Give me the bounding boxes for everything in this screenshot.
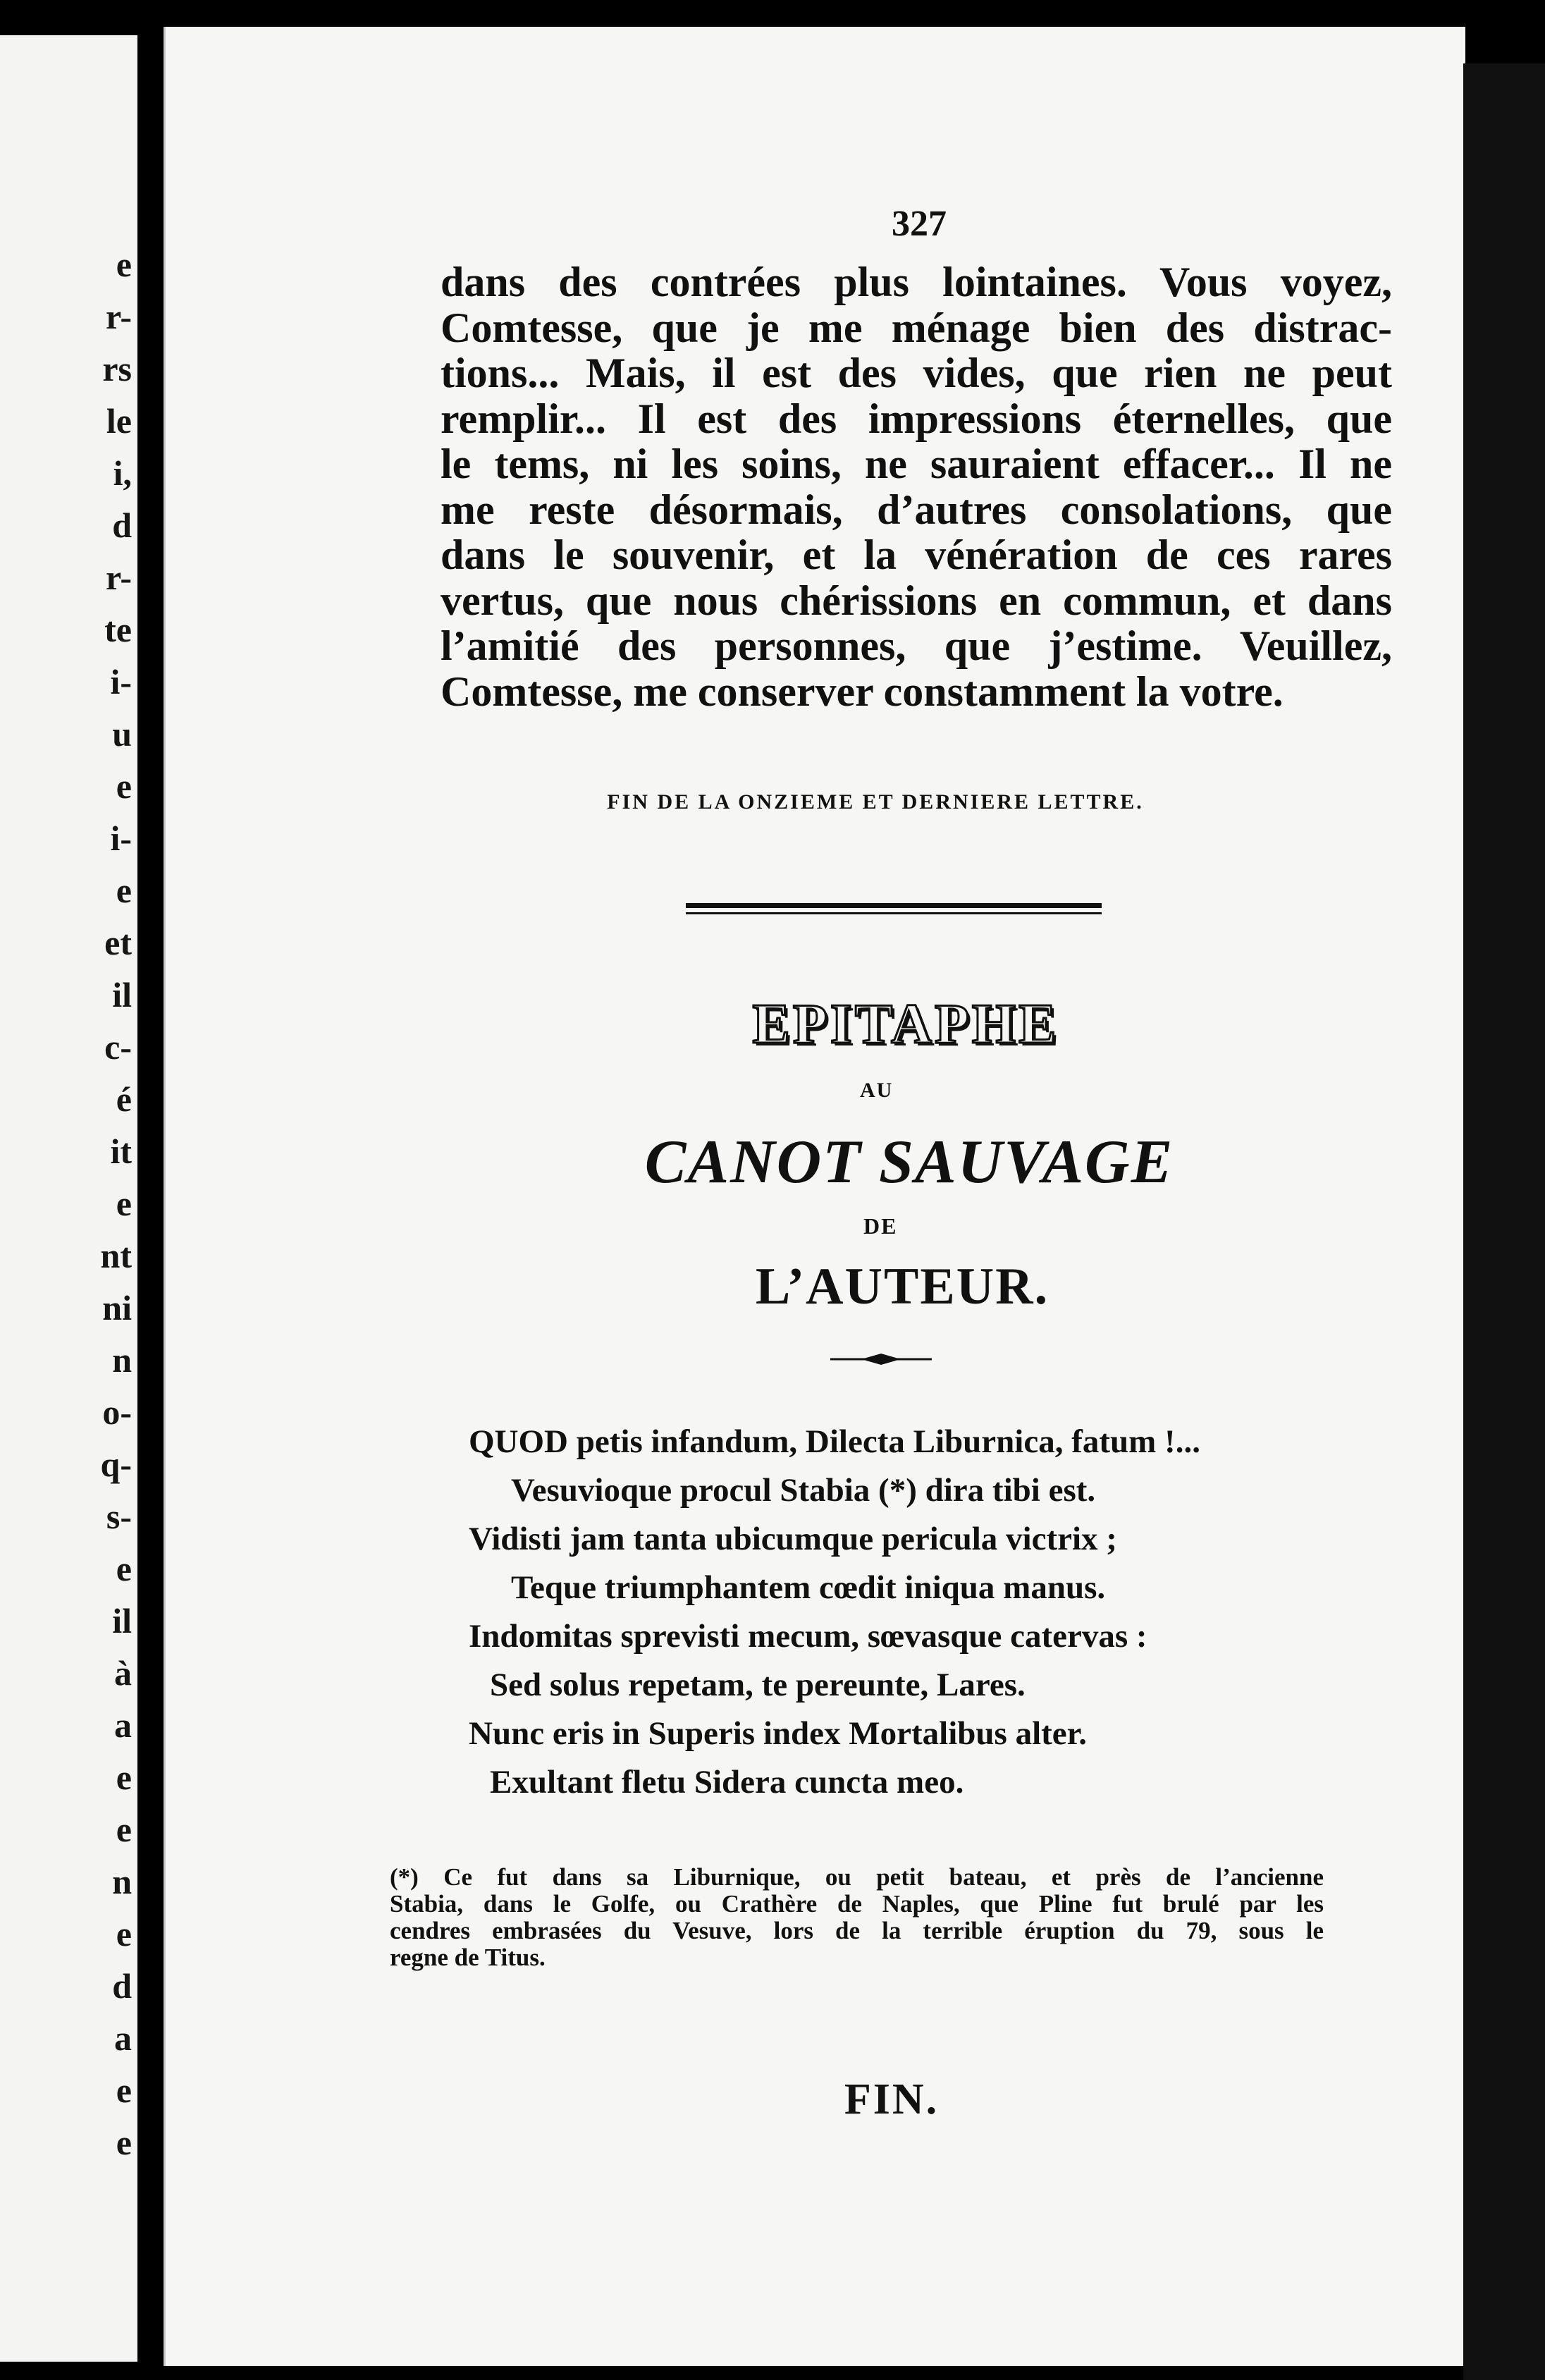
facing-page-fragment: c-	[104, 1027, 132, 1067]
poem-verse: Vidisti jam tanta ubicumque pericula victrix ;	[469, 1521, 1117, 1557]
footnote-line: regne de Titus.	[390, 1944, 546, 1971]
body-line: vertus, que nous chérissions en commun, et dans	[441, 577, 1392, 624]
poem-verse: Vesuvioque procul Stabia (*) dira tibi est.	[511, 1472, 1096, 1509]
facing-page-fragment: é	[116, 1079, 132, 1119]
fin-mark: FIN.	[844, 2075, 940, 2123]
facing-page-fragment: n	[112, 1862, 132, 1901]
facing-page-fragment: n	[112, 1340, 132, 1380]
facing-page-fragment: e	[116, 1758, 132, 1797]
facing-page-fragment: it	[110, 1131, 132, 1171]
epitaph-de: DE	[863, 1213, 898, 1239]
epitaph-author: L’AUTEUR.	[755, 1258, 1050, 1315]
body-line: le tems, ni les soins, ne sauraient effacer... Il ne	[441, 441, 1392, 487]
facing-page-fragment: r-	[106, 558, 132, 597]
facing-page-fragment: u	[112, 714, 132, 754]
body-line: Comtesse, que je me ménage bien des distrac-	[441, 304, 1392, 351]
facing-page-fragment: à	[114, 1653, 132, 1693]
page-number: 327	[892, 204, 947, 244]
facing-page-fragment: o-	[102, 1392, 132, 1432]
facing-page-fragment: e	[116, 1549, 132, 1588]
body-line: tions... Mais, il est des vides, que rien ne peut	[441, 350, 1392, 396]
facing-page-fragment: a	[114, 1705, 132, 1745]
facing-page-fragment: e	[116, 766, 132, 806]
facing-page-fragment: e	[116, 871, 132, 910]
footnote-line: Stabia, dans le Golfe, ou Crathère de Naples, que Pline fut brulé par les	[390, 1890, 1324, 1918]
facing-page-fragment: e	[116, 1184, 132, 1223]
poem-verse: QUOD petis infandum, Dilecta Liburnica, fatum !...	[469, 1423, 1200, 1460]
poem-verse: Indomitas sprevisti mecum, sœvasque catervas :	[469, 1618, 1147, 1655]
facing-page-fragment: rs	[102, 349, 132, 388]
facing-page-edge	[0, 35, 137, 2362]
body-line: Comtesse, me conserver constamment la votre.	[441, 668, 1284, 715]
facing-page-fragment: i,	[113, 453, 132, 493]
facing-page-fragment: e	[116, 245, 132, 284]
facing-page-fragment: ni	[102, 1288, 132, 1327]
footnote	[390, 1864, 1324, 1971]
facing-page-fragment: il	[112, 1601, 132, 1640]
poem-verse: Teque triumphantem cœdit iniqua manus.	[511, 1569, 1106, 1606]
epitaph-au: AU	[860, 1079, 894, 1102]
body-line: l’amitié des personnes, que j’estime. Veuillez,	[441, 622, 1392, 669]
facing-page-fragment: r-	[106, 297, 132, 336]
book-page	[164, 27, 1465, 2366]
facing-page-fragment: i-	[110, 662, 132, 701]
facing-page-fragment: te	[104, 610, 132, 649]
footnote-line: (*) Ce fut dans sa Liburnique, ou petit bateau, et près de l’ancienne	[390, 1863, 1324, 1891]
facing-page-fragment: a	[114, 2018, 132, 2058]
facing-page-fragment: d	[112, 1966, 132, 2006]
body-line: me reste désormais, d’autres consolations, que	[441, 486, 1392, 533]
epitaph-poem	[469, 1418, 1315, 1807]
double-rule-divider	[686, 903, 1102, 914]
facing-page-fragment: i-	[110, 818, 132, 858]
facing-page-fragment: e	[116, 1810, 132, 1849]
facing-page-fragment: le	[106, 401, 132, 441]
letter-body	[441, 259, 1392, 714]
epitaph-subject: CANOT SAUVAGE	[644, 1128, 1174, 1196]
ornament-divider	[830, 1352, 932, 1366]
poem-verse: Sed solus repetam, te pereunte, Lares.	[490, 1667, 1026, 1703]
facing-page-fragment: et	[104, 923, 132, 962]
facing-page-fragment: nt	[100, 1236, 132, 1275]
facing-page-fragment: e	[116, 2071, 132, 2110]
scan-edge	[1463, 63, 1545, 2380]
poem-verse: Nunc eris in Superis index Mortalibus alter.	[469, 1715, 1087, 1752]
facing-page-fragment: e	[116, 1914, 132, 1953]
body-line: dans le souvenir, et la vénération de ces rares	[441, 532, 1392, 578]
facing-page-fragment: il	[112, 975, 132, 1014]
facing-page-fragment: d	[112, 505, 132, 545]
body-line: remplir... Il est des impressions éternelles, que	[441, 395, 1392, 442]
facing-page-fragment: e	[116, 2123, 132, 2162]
end-of-letter-note: FIN DE LA ONZIEME ET DERNIERE LETTRE.	[607, 790, 1144, 814]
footnote-line: cendres embrasées du Vesuve, lors de la terrible éruption du 79, sous le	[390, 1917, 1324, 1944]
epitaph-title: EPITAPHE	[752, 993, 1059, 1055]
facing-page-fragment: s-	[106, 1497, 132, 1536]
body-line: dans des contrées plus lointaines. Vous voyez,	[441, 259, 1392, 305]
facing-page-fragment: q-	[100, 1444, 132, 1484]
poem-verse: Exultant fletu Sidera cuncta meo.	[490, 1764, 964, 1801]
